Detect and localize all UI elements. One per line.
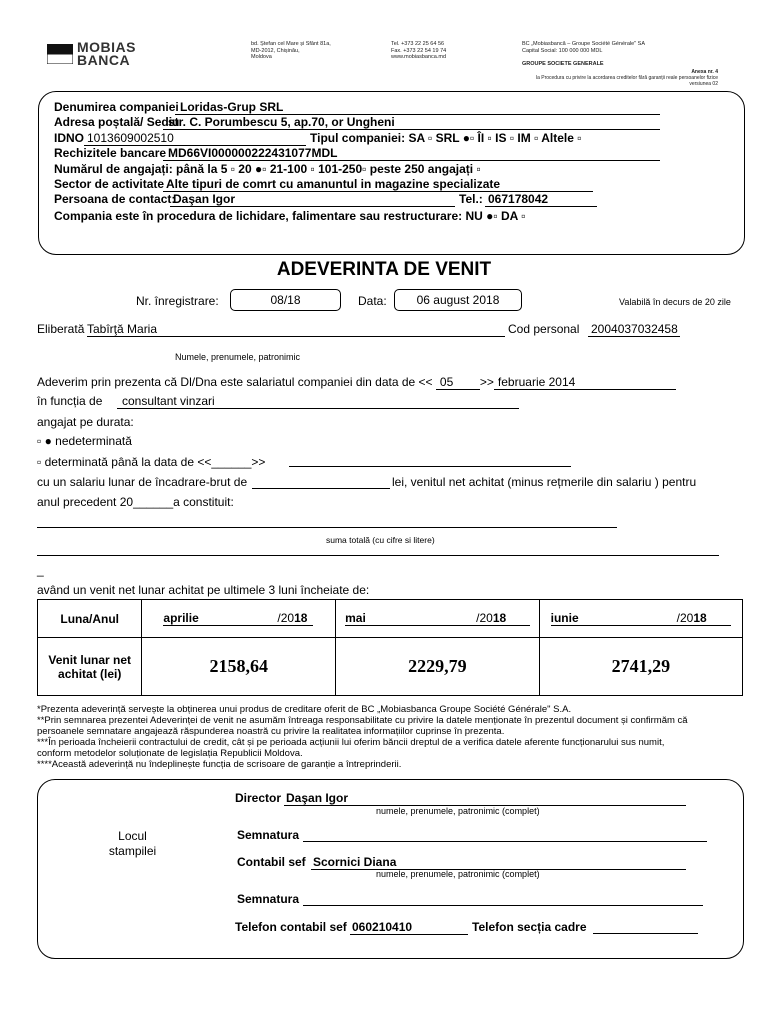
stamp-place (90, 829, 175, 859)
employment-month-year-value: februarie 2014 (497, 375, 576, 389)
contact-line: www.mobiasbanca.md (391, 54, 447, 60)
document-title: ADEVERINTA DE VENIT (276, 259, 492, 280)
logo-icon (47, 44, 73, 64)
footnote: **Prin semnarea prezentei Adeverinței de venit ne asumăm întreaga responsabilitate cu privire la datele menționate în prezentul document și confirmăm că (37, 715, 688, 726)
director-value: Daşan Igor (286, 791, 349, 805)
liquidation-options[interactable]: Compania este în procedura de lichidare, falimentare sau restructurare: NU ●▫ DA ▫ (54, 209, 526, 223)
idno-field[interactable] (84, 131, 306, 146)
determined-option[interactable]: ▫ determinată până la data de <<______>> (37, 455, 266, 469)
year-value: 18 (294, 611, 308, 625)
table-row (38, 638, 743, 696)
bank-address (251, 41, 331, 61)
footnote: conform metodelor soluționate de legislația Republicii Moldova. (37, 748, 303, 759)
month-cell[interactable] (142, 600, 336, 638)
total-sum-line[interactable] (37, 527, 617, 528)
director-field[interactable] (284, 791, 686, 806)
company-name-row (54, 100, 179, 114)
validity-note: Valabilă în decurs de 20 zile (619, 297, 731, 307)
table-row (38, 600, 743, 638)
employment-statement (37, 375, 676, 390)
footnote: ****Această adeverință nu îndeplinește funcția de scrisoare de garanție a întreprinderii. (37, 759, 402, 770)
company-address-field[interactable] (163, 115, 660, 130)
annex-info (536, 69, 718, 87)
company-address-label: Adresa poștală/ Sediu (54, 115, 180, 129)
name-hint: Numele, prenumele, patronimic (175, 352, 301, 362)
accountant-field[interactable] (311, 855, 686, 870)
contact-tel-value: 067178042 (488, 192, 549, 206)
hr-phone-line[interactable] (593, 933, 698, 934)
logo-line1: MOBIAS (77, 39, 136, 55)
address-line: Moldova (251, 54, 272, 60)
dash-mark: _ (37, 563, 44, 577)
amount-cell[interactable] (142, 638, 336, 696)
net-income-label: având un venit net lunar achitat pe ultimele 3 luni încheiate de: (37, 583, 370, 597)
annex-line: Anexa nr. 4 (691, 69, 718, 75)
employment-day-value: 05 (439, 375, 454, 389)
net-income-header (38, 638, 142, 696)
total-sum-words-line[interactable] (37, 555, 719, 556)
bank-info-line: BC „Mobiasbancă – Groupe Société Générale" SA (522, 41, 646, 47)
company-name-value: Loridas-Grup SRL (180, 100, 284, 114)
stamp-line: Locul (118, 829, 147, 843)
logo-line2: BANCA (77, 52, 131, 68)
idno-value: 1013609002510 (87, 131, 174, 145)
bank-details-value: MD66VI000000222431077MDL (168, 146, 338, 160)
idno-label: IDNO (54, 131, 84, 145)
year-prefix: /20 (277, 611, 295, 625)
annex-line: la Procedura cu privire la acordarea creditelor fără garanții reale persoanelor fizice (535, 75, 718, 81)
director-signature-label: Semnatura (237, 828, 300, 842)
salary-field[interactable] (252, 488, 390, 489)
total-sum-hint: suma totală (cu cifre si litere) (326, 535, 435, 545)
amount-value: 2229,79 (408, 656, 467, 676)
month-name: mai (345, 611, 366, 625)
employment-separator: >> (479, 375, 494, 389)
bank-contacts (391, 41, 446, 61)
director-signature-line[interactable] (303, 841, 707, 842)
net-income-header-label: Venit lunar net achitat (lei) (48, 652, 132, 681)
amount-cell[interactable] (336, 638, 540, 696)
personal-code-label: Cod personal (508, 322, 580, 336)
date-label: Data: (358, 294, 387, 308)
contact-person-value: Daşan Igor (173, 192, 236, 206)
contact-person-field[interactable] (170, 192, 455, 207)
contact-tel-field[interactable] (485, 192, 597, 207)
salary-tail-text: lei, venitul net achitat (minus rețmerile din salariu ) pentru (392, 475, 697, 489)
month-name: iunie (550, 611, 579, 625)
contact-line: Fax. +373 22 54 19 74 (391, 47, 447, 54)
contact-person-label: Persoana de contact: (54, 192, 176, 206)
employment-month-year-field[interactable] (494, 375, 676, 390)
sector-value: Alte tipuri de comrt cu amanuntul in magazine specializate (166, 177, 501, 191)
company-name-field[interactable] (175, 100, 660, 115)
registration-number-field[interactable] (230, 289, 341, 311)
bank-details-field[interactable] (163, 146, 660, 161)
registration-label: Nr. înregistrare: (136, 294, 219, 308)
company-name-label: Denumirea companiei (54, 100, 179, 114)
amount-cell[interactable] (539, 638, 742, 696)
footnote: persoanele semnatare angajează răspunderea noastră cu privire la realitatea informațiilor cuprinse în prezenta. (37, 726, 505, 737)
accountant-name-hint: numele, prenumele, patronimic (complet) (376, 869, 540, 879)
month-year-header (38, 600, 142, 638)
footnote: ***În perioada încheierii contractului de credit, cât și pe perioada acțiunii lui oferim băncii dreptul de a verifica datele aferente funcționarului sus numit, (37, 737, 665, 748)
indefinite-option[interactable]: ▫ ● nedeterminată (37, 434, 132, 448)
year-value: 18 (492, 611, 507, 625)
employment-day-field[interactable] (436, 375, 480, 390)
salary-label: cu un salariu lunar de încadrare-brut de (37, 475, 248, 489)
address-line: MD-2012, Chișinău, (251, 47, 300, 54)
accountant-label: Contabil sef (237, 855, 306, 869)
accountant-phone-value: 060210410 (352, 920, 413, 934)
bank-info-line: Capital Social: 100 000 000 MDL (522, 47, 603, 54)
position-label: în funcția de (37, 394, 103, 408)
duration-label: angajat pe durata: (37, 415, 134, 429)
month-cell[interactable] (539, 600, 742, 638)
income-table (37, 599, 743, 696)
footnote: *Prezenta adeverință servește la obținerea unui produs de creditare oferit de BC „Mobiasbanca Groupe Société Générale" S.A. (37, 704, 572, 715)
issued-to-field[interactable] (87, 322, 505, 337)
director-name-hint: numele, prenumele, patronimic (complet) (376, 806, 540, 816)
personal-code-value: 2004037032458 (591, 322, 678, 336)
month-year-header-label: Luna/Anul (60, 611, 120, 626)
year-prefix: /20 (676, 611, 694, 625)
personal-code-field[interactable] (588, 322, 680, 337)
employment-text: Adeverim prin prezenta că Dl/Dna este salariatul companiei din data de << (37, 375, 433, 389)
amount-value: 2741,29 (611, 656, 671, 676)
contact-line: Tel. +373 22 25 64 56 (391, 41, 445, 47)
issued-label: Eliberată (37, 322, 85, 336)
group-name: GROUPE SOCIETE GENERALE (522, 61, 604, 67)
bank-info (522, 41, 645, 54)
accountant-signature-label: Semnatura (237, 892, 300, 906)
accountant-signature-line[interactable] (303, 905, 703, 906)
year-value: 18 (693, 611, 707, 625)
sector-label: Sector de activitate (54, 177, 165, 191)
accountant-value: Scornici Diana (313, 855, 397, 869)
employees-count-options[interactable]: Numărul de angajați: până la 5 ▫ 20 ●▫ 21-100 ▫ 101-250▫ peste 250 angajați ▫ (54, 162, 481, 176)
month-cell[interactable] (336, 600, 540, 638)
director-label: Director (235, 791, 282, 805)
company-type-options[interactable]: Tipul companiei: SA ▫ SRL ●▫ ÎI ▫ IS ▫ IM ▫ Altele ▫ (310, 131, 582, 145)
logo-text (77, 41, 136, 67)
year-prefix: /20 (476, 611, 493, 625)
determined-date-line[interactable] (289, 466, 571, 467)
issued-to-value: Tabîrţă Maria (87, 322, 158, 336)
position-value: consultant vinzari (122, 394, 215, 408)
date-value: 06 august 2018 (416, 293, 500, 307)
position-field[interactable] (117, 394, 519, 409)
previous-year-label: anul precedent 20______a constituit: (37, 495, 234, 509)
registration-number-value: 08/18 (270, 293, 301, 307)
month-name: aprilie (163, 611, 199, 625)
bank-details-label: Rechizitele bancare (54, 146, 167, 160)
amount-value: 2158,64 (209, 656, 269, 676)
contact-tel-label: Tel.: (459, 192, 483, 206)
annex-line: versiunea 02 (689, 81, 718, 87)
address-line: bd. Ștefan cel Mare și Sfânt 81a, (251, 41, 331, 47)
hr-phone-label: Telefon secția cadre (472, 920, 587, 934)
accountant-phone-label: Telefon contabil sef (235, 920, 347, 934)
company-address-value: str. C. Porumbescu 5, ap.70, or Ungheni (168, 115, 395, 129)
accountant-phone-field[interactable] (350, 920, 468, 935)
sector-field[interactable] (163, 177, 593, 192)
stamp-line: stampilei (108, 844, 157, 858)
date-field[interactable] (394, 289, 522, 311)
